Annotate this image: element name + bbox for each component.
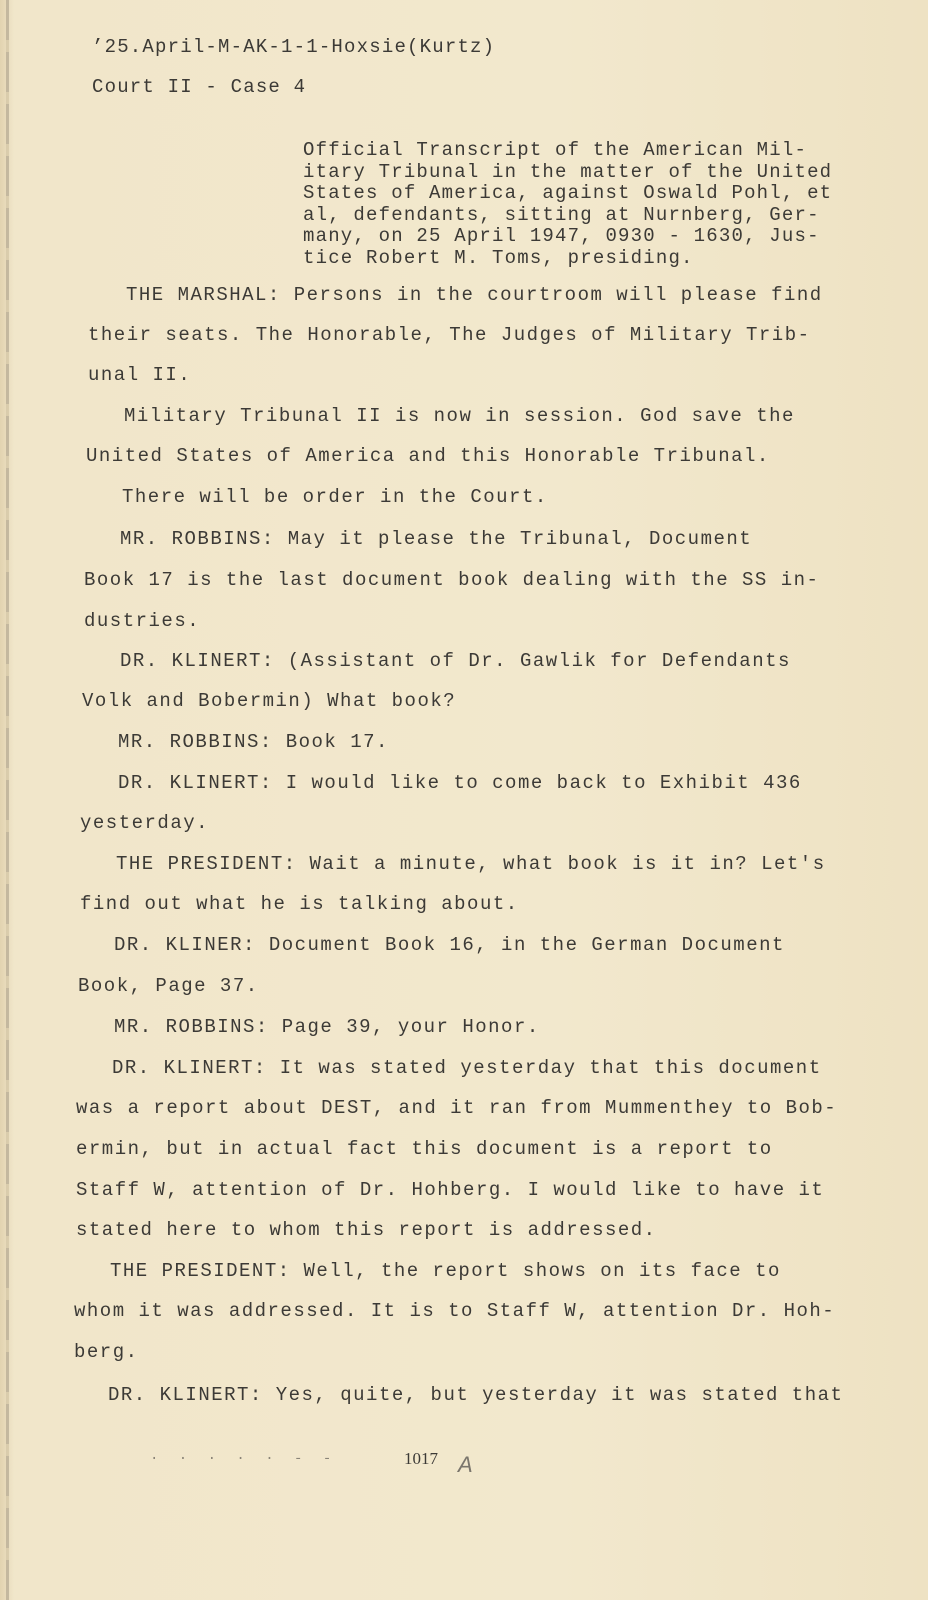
page-letter-mark: A bbox=[458, 1452, 473, 1477]
transcript-abstract bbox=[303, 139, 833, 269]
transcript-line: Book, Page 37. bbox=[78, 975, 259, 997]
transcript-line: was a report about DEST, and it ran from Mummenthey to Bob- bbox=[76, 1097, 838, 1119]
transcript-line: MR. ROBBINS: Page 39, your Honor. bbox=[114, 1016, 540, 1038]
abstract-line: Official Transcript of the American Mil- bbox=[303, 139, 808, 161]
transcript-line: DR. KLINERT: Yes, quite, but yesterday it was stated that bbox=[108, 1384, 844, 1406]
transcript-line: unal II. bbox=[88, 364, 192, 386]
abstract-line: tice Robert M. Toms, presiding. bbox=[303, 246, 694, 269]
transcript-line: MR. ROBBINS: Book 17. bbox=[118, 731, 389, 753]
transcript-line: berg. bbox=[74, 1341, 139, 1363]
transcript-line: whom it was addressed. It is to Staff W, attention Dr. Hoh- bbox=[74, 1300, 836, 1322]
transcript-line: DR. KLINERT: (Assistant of Dr. Gawlik for Defendants bbox=[120, 650, 791, 672]
page-number: 1017 bbox=[404, 1449, 438, 1468]
transcript-line: Book 17 is the last document book dealing with the SS in- bbox=[84, 569, 820, 591]
document-reference: ’25.April-M-AK-1-1-Hoxsie(Kurtz) bbox=[92, 36, 496, 58]
transcript-line: their seats. The Honorable, The Judges of Military Trib- bbox=[88, 324, 811, 346]
transcript-line: yesterday. bbox=[80, 812, 210, 834]
abstract-line: many, on 25 April 1947, 0930 - 1630, Jus- bbox=[303, 225, 820, 247]
transcript-line: United States of America and this Honorable Tribunal. bbox=[86, 445, 770, 467]
transcript-line: DR. KLINERT: I would like to come back to Exhibit 436 bbox=[118, 772, 802, 794]
transcript-line: DR. KLINERT: It was stated yesterday that this document bbox=[112, 1057, 822, 1079]
transcript-line: ermin, but in actual fact this document is a report to bbox=[76, 1138, 773, 1160]
transcript-line: find out what he is talking about. bbox=[80, 893, 519, 915]
transcript-line: MR. ROBBINS: May it please the Tribunal, Document bbox=[120, 528, 753, 550]
court-case-label: Court II - Case 4 bbox=[92, 76, 307, 98]
transcript-line: There will be order in the Court. bbox=[122, 486, 548, 508]
abstract-line: al, defendants, sitting at Nurnberg, Ger- bbox=[303, 203, 820, 226]
transcript-line: Volk and Bobermin) What book? bbox=[82, 690, 457, 712]
transcript-line: THE MARSHAL: Persons in the courtroom will please find bbox=[126, 284, 823, 306]
transcript-line: stated here to whom this report is addressed. bbox=[76, 1219, 657, 1241]
transcript-line: dustries. bbox=[84, 610, 201, 632]
transcript-line: THE PRESIDENT: Well, the report shows on its face to bbox=[110, 1260, 781, 1282]
abstract-line: States of America, against Oswald Pohl, et bbox=[303, 182, 833, 204]
faint-marks: · · · · · - - bbox=[150, 1451, 338, 1467]
abstract-line: itary Tribunal in the matter of the United bbox=[303, 160, 833, 183]
transcript-line: THE PRESIDENT: Wait a minute, what book is it in? Let's bbox=[116, 853, 826, 875]
transcript-line: DR. KLINER: Document Book 16, in the German Document bbox=[114, 934, 785, 956]
transcript-line: Staff W, attention of Dr. Hohberg. I would like to have it bbox=[76, 1179, 825, 1201]
transcript-line: Military Tribunal II is now in session. God save the bbox=[124, 405, 795, 427]
page-edge-shadow bbox=[6, 0, 9, 1600]
